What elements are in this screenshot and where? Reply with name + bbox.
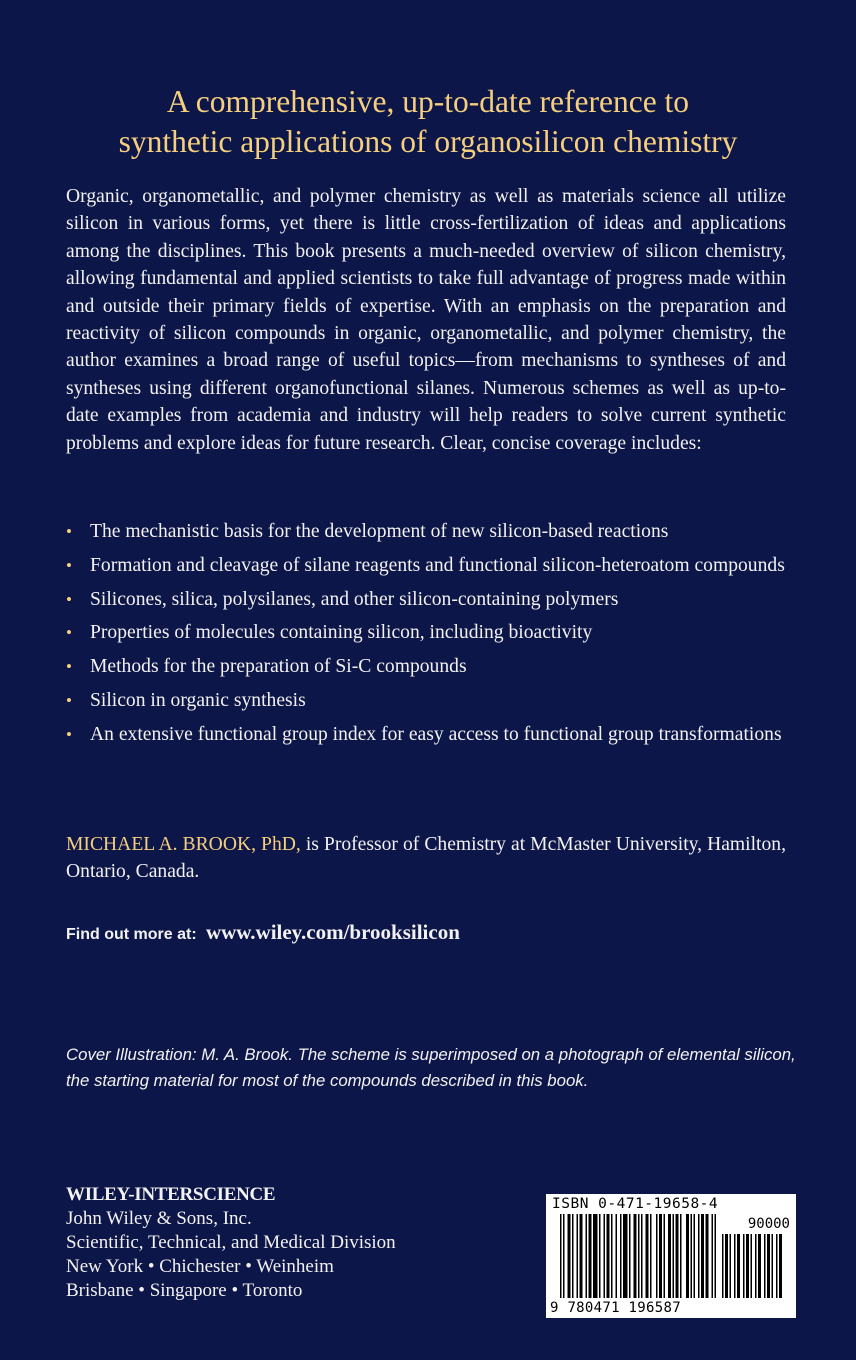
list-item [66, 587, 792, 613]
barcode-bar [722, 1234, 724, 1298]
barcode-bar [580, 1214, 583, 1298]
barcode-bar [664, 1214, 666, 1298]
headline-line-1: A comprehensive, up-to-date reference to [166, 84, 690, 119]
barcode-bar [563, 1214, 565, 1298]
author-name: MICHAEL A. BROOK, PhD, [66, 834, 301, 855]
barcode-bar [772, 1234, 774, 1298]
list-item-text: The mechanistic basis for the development of new silicon-based reactions [90, 521, 669, 542]
barcode-bar [734, 1234, 736, 1298]
barcode-bar [586, 1214, 588, 1298]
list-item-text: An extensive functional group index for easy access to functional group transformations [90, 723, 782, 745]
find-out-label: Find out more at: [66, 926, 197, 943]
author-bio [66, 831, 786, 885]
list-item-text: Formation and cleavage of silane reagents and functional silicon-heteroatom compounds [90, 554, 785, 576]
barcode-bar [616, 1214, 618, 1298]
bullet-icon: • [66, 522, 72, 541]
publisher-division: Scientific, Technical, and Medical Division [66, 1232, 396, 1253]
barcode-bar [623, 1214, 628, 1298]
list-item [66, 654, 792, 680]
barcode-bar [638, 1214, 640, 1298]
barcode-bars-icon [560, 1214, 718, 1298]
barcode-bar [646, 1214, 649, 1298]
ean-number: 9 780471 196587 [550, 1300, 681, 1316]
barcode-addon-bars-icon [722, 1234, 788, 1298]
barcode-bar [676, 1214, 679, 1298]
barcode-bar [746, 1234, 749, 1298]
website-link[interactable]: www.wiley.com/brooksilicon [205, 920, 460, 944]
barcode-bar [656, 1214, 658, 1298]
bullet-icon: • [66, 724, 72, 744]
publisher-block [66, 1183, 396, 1303]
barcode-bar [776, 1234, 778, 1298]
publisher-cities-2: Brisbane • Singapore • Toronto [66, 1280, 303, 1301]
barcode-bar [767, 1234, 770, 1298]
list-item [66, 722, 792, 748]
intro-paragraph: Organic, organometallic, and polymer chemistry as well as materials science all utilize silicon in various forms, yet there is little cross-fertilization of ideas and applications among the disciplines. This book presents a much-needed overview of silicon chemistry, allowing fundamental and applied scientists to take full advantage of progress made within and outside their primary fields of expertise. With an emphasis on the preparation and reactivity of silicon compounds in organic, organometallic, and polymer chemistry, the author examines a broad range of useful topics—from mechanisms to syntheses of and syntheses using different organofunctional silanes. Numerous schemes as well as up-to-date examples from academia and industry will help readers to solve current synthetic problems and explore ideas for future research. Clear, concise coverage includes: [66, 186, 786, 454]
barcode [546, 1194, 796, 1318]
barcode-bar [706, 1214, 709, 1298]
barcode-bar [680, 1214, 682, 1298]
barcode-bar [755, 1234, 757, 1298]
list-item-text: Silicon in organic synthesis [90, 689, 306, 711]
cover-illustration-credit: Cover Illustration: M. A. Brook. The scheme is superimposed on a photograph of elemental silicon, the starting material for most of the compounds described in this book. [66, 1045, 796, 1090]
publisher-cities-1: New York • Chichester • Weinheim [66, 1256, 334, 1277]
find-out-more [66, 920, 460, 945]
barcode-bar [743, 1234, 745, 1298]
headline [40, 82, 816, 162]
barcode-bar [560, 1214, 562, 1298]
list-item [66, 519, 792, 545]
barcode-bar [572, 1214, 574, 1298]
publisher-imprint: WILEY-INTERSCIENCE [66, 1184, 276, 1205]
barcode-bar [686, 1214, 689, 1298]
isbn-number: ISBN 0-471-19658-4 [552, 1196, 719, 1212]
barcode-bar [701, 1214, 704, 1298]
bullet-icon: • [66, 623, 72, 643]
barcode-bar [725, 1234, 728, 1298]
bullet-icon: • [66, 690, 72, 710]
barcode-bar [668, 1214, 671, 1298]
list-item [66, 620, 792, 646]
list-item-text: Silicones, silica, polysilanes, and other silicon-containing polymers [90, 588, 619, 610]
barcode-bar [715, 1214, 717, 1298]
bullet-icon: • [66, 555, 72, 575]
barcode-bar [604, 1214, 606, 1298]
list-item [66, 688, 792, 714]
barcode-bar [779, 1234, 782, 1298]
headline-line-2: synthetic applications of organosilicon chemistry [118, 124, 738, 159]
barcode-bar [634, 1214, 637, 1298]
barcode-bar [758, 1234, 761, 1298]
barcode-bar [641, 1214, 643, 1298]
barcode-bar [607, 1214, 610, 1298]
barcode-bar [620, 1214, 622, 1298]
barcode-addon-number: 90000 [747, 1216, 790, 1232]
list-item-text: Properties of molecules containing silicon, including bioactivity [90, 622, 593, 644]
barcode-bar [751, 1234, 753, 1298]
barcode-bar [673, 1214, 675, 1298]
list-item-text: Methods for the preparation of Si-C compounds [90, 656, 467, 678]
barcode-bar [730, 1234, 732, 1298]
barcode-bar [737, 1234, 740, 1298]
barcode-bar [629, 1214, 631, 1298]
barcode-bar [599, 1214, 601, 1298]
publisher-company: John Wiley & Sons, Inc. [66, 1208, 252, 1229]
barcode-bar [589, 1214, 592, 1298]
barcode-bar [764, 1234, 766, 1298]
barcode-bar [650, 1214, 652, 1298]
barcode-bar [611, 1214, 613, 1298]
barcode-bar [712, 1214, 714, 1298]
barcode-bar [698, 1214, 700, 1298]
barcode-bar [577, 1214, 579, 1298]
barcode-bar [568, 1214, 571, 1298]
barcode-bar [593, 1214, 598, 1298]
author-description: is Professor of Chemistry at McMaster University, Hamilton, Ontario, Canada. [66, 834, 786, 882]
coverage-list [66, 519, 792, 756]
bullet-icon: • [66, 657, 72, 677]
barcode-bar [659, 1214, 662, 1298]
list-item [66, 553, 792, 579]
barcode-bar [691, 1214, 693, 1298]
barcode-bar [694, 1214, 696, 1298]
bullet-icon: • [66, 589, 72, 609]
